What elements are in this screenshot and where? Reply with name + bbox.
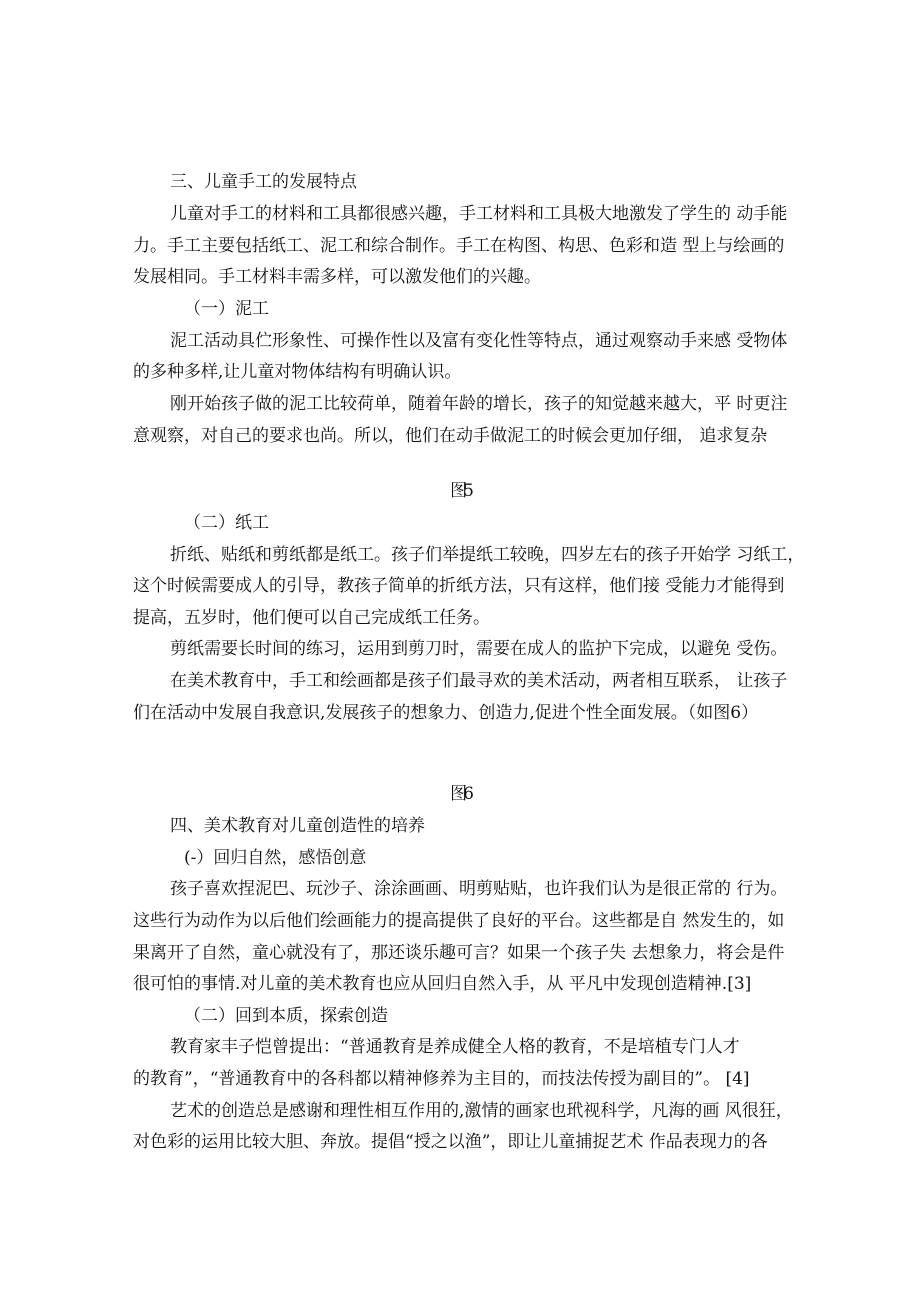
- paragraph-line: 对色彩的运用比较大胆、奔放。提倡“授之以渔”，即让儿童捕捉艺术 作品表现力的各: [133, 1132, 768, 1152]
- paragraph-line: 们在活动中发展自我意识,发展孩子的想象力、创造力,促进个性全面发展。（如图6）: [133, 703, 759, 723]
- paragraph-line: 意观察，对自己的要求也尚。所以，他们在动手做泥工的时候会更加仔细， 追求复杂: [133, 426, 768, 446]
- subheading-clay-work: （一）泥工: [184, 299, 269, 319]
- subheading-paper-work: （二）纸工: [184, 513, 269, 533]
- paragraph-line: 艺术的创造总是感谢和理性相互作用的,激情的画家也玳视科学，凡海的画 风很狂，: [170, 1101, 793, 1121]
- paragraph-line: 的多种多样,让儿童对物体结构有明确认识。: [133, 362, 462, 382]
- paragraph-line: 这些行为动作为以后他们绘画能力的提高提供了良好的平台。这些都是自 然发生的，如: [133, 911, 785, 931]
- paragraph-line: 的教育”，“普通教育中的各科都以精神修养为主目的，而技法传授为副目的”。 [4]: [133, 1069, 750, 1089]
- section-heading-4: 四、美术教育对儿童创造性的培养: [170, 816, 425, 836]
- paragraph-line: 孩子喜欢捏泥巴、玩沙子、涂涂画画、明剪贴贴，也许我们认为是很正常的 行为。: [170, 879, 788, 899]
- paragraph-line: 教育家丰子恺曾提出：“普通教育是养成健全人格的教育，不是培植专门人才: [170, 1037, 740, 1057]
- section-heading-3: 三、儿童手工的发展特点: [170, 172, 357, 192]
- figure-caption-6: 图6: [450, 784, 470, 804]
- paragraph-line: 果离开了自然，童心就没有了，那还谈乐趣可言？如果一个孩子失 去想象力，将会是件: [133, 943, 785, 963]
- paragraph-line: 发展相同。手工材料丰需多样，可以激发他们的兴趣。: [133, 267, 541, 287]
- paragraph-line: 刚开始孩子做的泥工比较荷单，随着年龄的增长，孩子的知觉越来越大，平 时更注: [170, 394, 788, 414]
- paragraph-line: 这个时候需要成人的引导，教孩子简单的折纸方法，只有这样，他们接 受能力才能得到: [133, 576, 785, 596]
- paragraph-line: 折纸、贴纸和剪纸都是纸工。孩子们举提纸工较晚，四岁左右的孩子开始学 习纸工，: [170, 545, 805, 565]
- paragraph-line: 剪纸需要长时间的练习，运用到剪刀时，需要在成人的监护下完成，以避免 受伤。: [170, 639, 788, 659]
- paragraph-line: 在美术教育中，手工和绘画都是孩子们最寻欢的美术活动，两者相互联系， 让孩子: [170, 671, 788, 691]
- paragraph-line: 很可怕的事情.对儿童的美术教育也应从回归自然入手，从 平凡中发现创造精神.[3]: [133, 974, 752, 994]
- paragraph-line: 力。手工主要包括纸工、泥工和综合制作。手工在构图、构思、色彩和造 型上与绘画的: [133, 236, 785, 256]
- paragraph-line: 提高，五岁时，他们便可以自己完成纸工任务。: [133, 608, 490, 628]
- subheading-return-to-nature: (-）回归自然，感悟创意: [184, 848, 367, 868]
- figure-caption-5: 图5: [450, 481, 470, 501]
- subheading-return-to-essence: （二）回到本质，探索创造: [184, 1006, 388, 1026]
- paragraph-line: 泥工活动具伫形象性、可操作性以及富有变化性等特点，通过观察动手来感 受物体: [170, 331, 788, 351]
- paragraph-line: 儿童对手工的材料和工具都很感兴趣，手工材料和工具极大地激发了学生的 动手能: [170, 204, 788, 224]
